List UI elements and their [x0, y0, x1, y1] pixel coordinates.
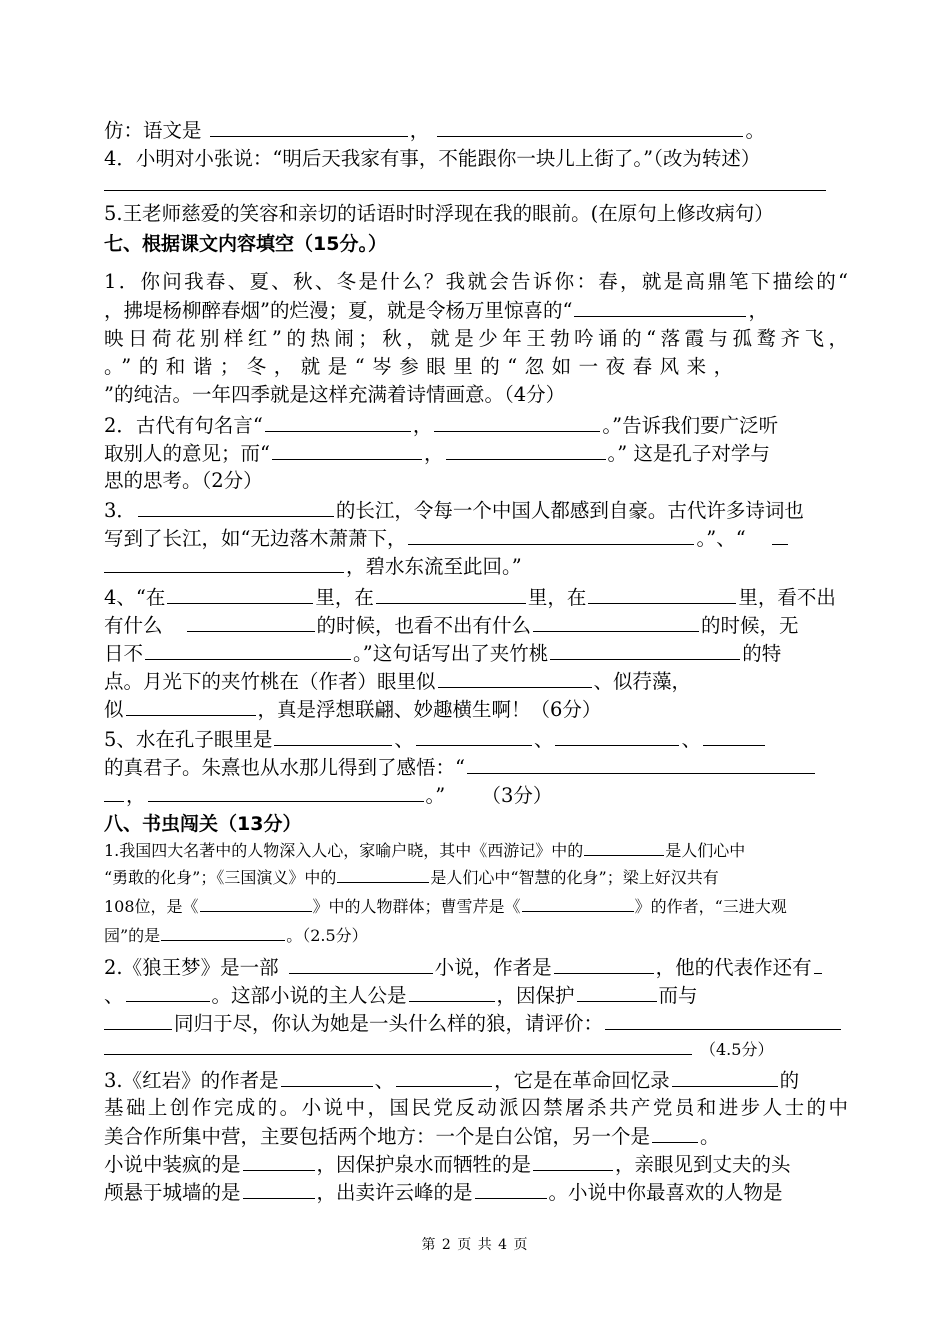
q7-5-line-a: 5、水在孔子眼里是 、 、 、 — [104, 725, 848, 754]
q8-3-line-d: 小说中装疯的是 ，因保护泉水而牺牲的是 ，亲眼见到丈夫的头 — [104, 1150, 848, 1179]
q8-1-line-c: 108位，是《 》中的人物群体；曹雪芹是《 》的作者，“三进大观 — [104, 894, 848, 920]
answer-blank[interactable] — [161, 923, 285, 941]
answer-blank[interactable] — [574, 296, 746, 317]
q7-1-line-d: 。”的和谐；冬，就是“岑参眼里的“忽如一夜春风来， — [104, 355, 741, 378]
answer-blank[interactable] — [475, 1178, 547, 1199]
q7-1-line-b: ，拂堤杨柳醉春烟”的烂漫；夏，就是令杨万里惊喜的“ ， — [104, 296, 848, 325]
q7-4-line-c: 日不 。”这句话写出了夹竹桃 的特 — [104, 639, 848, 668]
answer-blank[interactable] — [104, 1009, 172, 1030]
q7-3-line-b: 写到了长江，如“无边落木萧萧下， 。”、“ — [104, 524, 848, 553]
q8-2-line-b: 、 。这部小说的主人公是 ，因保护 而与 — [104, 981, 848, 1010]
answer-blank[interactable] — [265, 411, 411, 432]
page-footer: 第 2 页 共 4 页 — [421, 1237, 529, 1253]
answer-blank[interactable] — [438, 667, 592, 688]
answer-blank[interactable] — [104, 781, 124, 802]
answer-blank[interactable] — [550, 639, 740, 660]
answer-blank[interactable] — [408, 524, 694, 545]
answer-blank[interactable] — [588, 583, 736, 604]
answer-blank[interactable] — [274, 725, 392, 746]
question-4-line: 4．小明对小张说：“明后天我家有事，不能跟你一块儿上街了。”（改为转述） — [104, 147, 761, 170]
q8-2-score: （4.5分） — [700, 1040, 774, 1059]
q7-4-line-d: 点。月光下的夹竹桃在（作者）眼里似 、似荇藻， — [104, 667, 848, 696]
answer-blank[interactable] — [243, 1178, 315, 1199]
imitation-line: 仿：语文是 ， 。 — [104, 116, 848, 145]
answer-blank[interactable] — [167, 583, 313, 604]
answer-blank[interactable] — [376, 583, 526, 604]
q8-1-line-a: 1.我国四大名著中的人物深入人心，家喻户晓，其中《西游记》中的 是人们心中 — [104, 838, 848, 864]
answer-blank[interactable] — [148, 781, 424, 802]
answer-blank[interactable] — [555, 725, 679, 746]
q8-2-line-a: 2.《狼王梦》是一部 小说，作者是 ，他的代表作还有 — [104, 953, 848, 982]
answer-blank[interactable] — [281, 1066, 373, 1087]
q7-5-line-c: ， 。” （3分） — [104, 781, 848, 810]
answer-blank[interactable] — [605, 1009, 841, 1030]
answer-blank[interactable] — [533, 1150, 613, 1171]
q7-4-line-e: 似 ，真是浮想联翩、妙趣横生啊！（6分） — [104, 695, 848, 724]
section-7-heading: 七、根据课文内容填空（15分。） — [104, 233, 387, 255]
answer-blank[interactable] — [289, 953, 433, 974]
answer-blank[interactable] — [703, 725, 765, 746]
q7-2-line-a: 2．古代有句名言“ ， 。”告诉我们要广泛听 — [104, 411, 848, 440]
q7-1-line-c: 映日荷花别样红”的热闹；秋，就是少年王勃吟诵的“落霞与孤鹜齐飞， — [104, 327, 848, 350]
answer-blank[interactable] — [522, 894, 634, 912]
q8-3-line-a: 3.《红岩》的作者是 、 ，它是在革命回忆录 的 — [104, 1066, 848, 1095]
q8-1-line-b: “勇敢的化身”；《三国演义》中的 是人们心中“智慧的化身”；梁上好汉共有 — [104, 865, 848, 891]
answer-blank[interactable] — [772, 524, 788, 545]
answer-blank[interactable] — [577, 981, 657, 1002]
answer-blank[interactable] — [409, 981, 495, 1002]
answer-blank[interactable] — [434, 411, 600, 432]
answer-blank[interactable] — [533, 611, 699, 632]
answer-blank[interactable] — [396, 1066, 492, 1087]
q7-3-line-a: 3． 的长江，令每一个中国人都感到自豪。古代许多诗词也 — [104, 496, 848, 525]
answer-blank[interactable] — [210, 116, 408, 137]
section-8-heading: 八、书虫闯关（13分） — [104, 813, 302, 835]
answer-blank[interactable] — [416, 725, 532, 746]
q8-2-line-c: 同归于尽，你认为她是一头什么样的狼，请评价： — [104, 1009, 848, 1038]
answer-blank[interactable] — [446, 439, 606, 460]
answer-blank[interactable] — [554, 953, 654, 974]
answer-blank[interactable] — [272, 439, 422, 460]
answer-blank[interactable] — [104, 552, 344, 573]
question-5-line: 5.王老师慈爱的笑容和亲切的话语时时浮现在我的眼前。(在原句上修改病句） — [104, 202, 774, 225]
q8-3-line-b: 基础上创作完成的。小说中，国民党反动派囚禁屠杀共产党员和进步人士的中 — [104, 1096, 848, 1119]
q7-4-line-a: 4、“在 里，在 里，在 里，看不出 — [104, 583, 848, 612]
answer-blank[interactable] — [672, 1066, 778, 1087]
answer-blank[interactable] — [584, 838, 664, 856]
answer-rule[interactable] — [104, 190, 826, 191]
q7-3-line-c: ，碧水东流至此回。” — [104, 552, 848, 581]
q7-1-line-e: ”的纯洁。一年四季就是这样充满着诗情画意。（4分） — [104, 383, 566, 406]
answer-blank[interactable] — [243, 1150, 315, 1171]
q7-2-line-b: 取别人的意见；而“ ， 。” 这是孔子对学与 — [104, 439, 848, 468]
answer-blank[interactable] — [138, 496, 334, 517]
q8-3-line-c: 美合作所集中营，主要包括两个地方：一个是白公馆，另一个是 。 — [104, 1122, 848, 1151]
answer-blank[interactable] — [467, 753, 815, 774]
answer-blank[interactable] — [200, 894, 312, 912]
answer-blank[interactable] — [187, 611, 315, 632]
answer-rule[interactable] — [104, 1054, 692, 1055]
answer-blank[interactable] — [145, 639, 351, 660]
answer-blank[interactable] — [652, 1122, 698, 1143]
answer-blank[interactable] — [337, 865, 429, 883]
q7-4-line-b: 有什么 的时候，也看不出有什么 的时候，无 — [104, 611, 848, 640]
q7-1-line-a: 1．你问我春、夏、秋、冬是什么？我就会告诉你：春，就是高鼎笔下描绘的“ — [104, 270, 848, 293]
q7-5-line-b: 的真君子。朱熹也从水那儿得到了感悟：“ — [104, 753, 848, 782]
q8-1-line-d: 园”的是 。（2.5分） — [104, 923, 848, 949]
answer-blank[interactable] — [126, 981, 210, 1002]
answer-blank[interactable] — [814, 953, 822, 974]
answer-blank[interactable] — [126, 695, 256, 716]
q8-3-line-e: 颅悬于城墙的是 ，出卖许云峰的是 。小说中你最喜欢的人物是 — [104, 1178, 848, 1207]
q7-2-line-c: 思的思考。（2分） — [104, 469, 263, 492]
answer-blank[interactable] — [437, 116, 743, 137]
